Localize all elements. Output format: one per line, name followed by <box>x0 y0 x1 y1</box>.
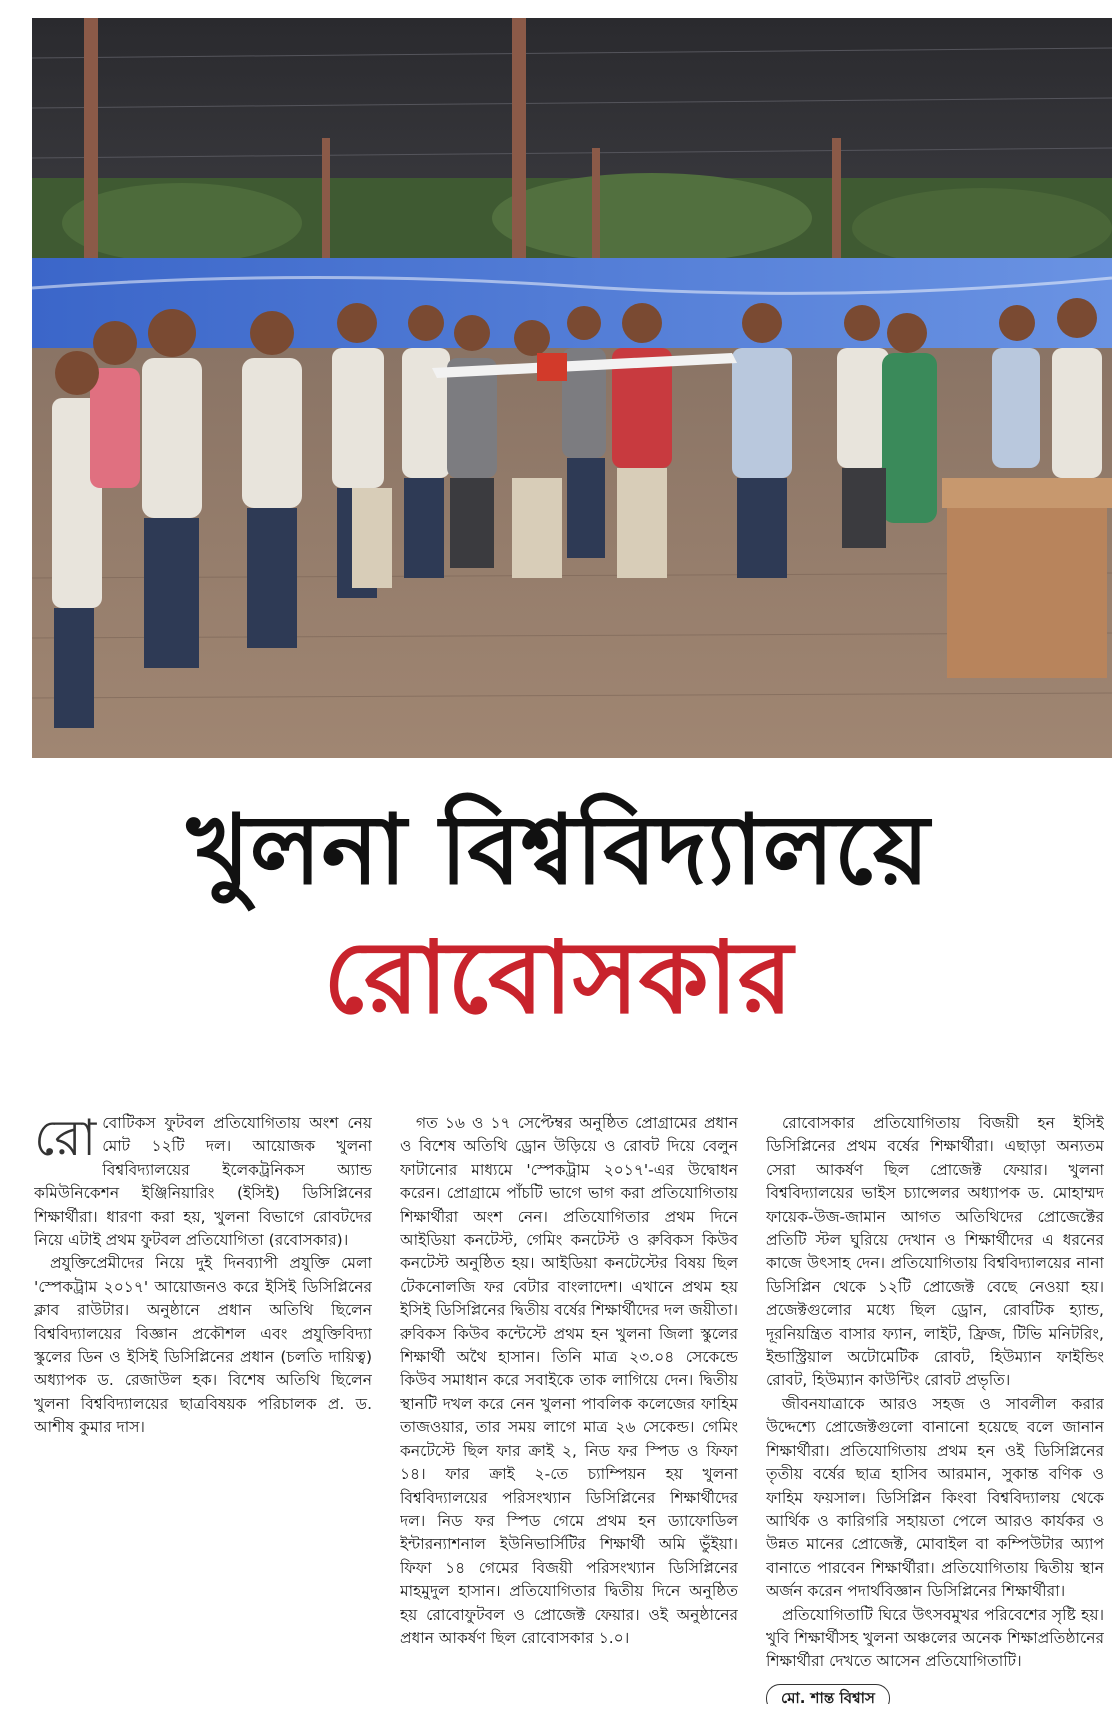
event-photo-illustration <box>32 18 1112 758</box>
article-paragraph-6: প্রতিযোগিতাটি ঘিরে উৎসবমুখর পরিবেশের সৃষ্টি হয়। খুবি শিক্ষার্থীসহ খুলনা অঞ্চলের অনেক শিক্ষাপ্রতিষ্ঠানের শিক্ষার্থীরা দেখতে আসেন প্রতিযোগিতাটি। <box>766 1605 1104 1671</box>
article-paragraph-2: প্রযুক্তিপ্রেমীদের নিয়ে দুই দিনব্যাপী প্রযুক্তি মেলা 'স্পেকট্রাম ২০১৭' আয়োজনও করে ইসিই ডিসিপ্লিনের ক্লাব রাউটার। অনুষ্ঠানে প্রধান অতিথি ছিলেন বিশ্ববিদ্যালয়ের বিজ্ঞান প্রকৌশল এবং প্রযুক্তিবিদ্যা স্কুলের ডিন ও ইসিই ডিসিপ্লিনের প্রধান (চলতি দায়িত্ব) অধ্যাপক ড. রেজাউল হক। বিশেষ অতিথি ছিলেন খুলনা বিশ্ববিদ্যালয়ের ছাত্রবিষয়ক পরিচালক প্র. ড. আশীষ কুমার দাস। <box>34 1254 372 1437</box>
headline-line-2: রোবোসকার <box>323 918 793 1036</box>
article-column-3 <box>766 1112 1104 1704</box>
article-photo <box>32 18 1112 758</box>
article-paragraph-5: জীবনযাত্রাকে আরও সহজ ও সাবলীল করার উদ্দেশ্যে প্রোজেক্টগুলো বানানো হয়েছে বলে জানান শিক্ষার্থীরা। প্রতিযোগিতায় প্রথম হন ওই ডিসিপ্লিনের তৃতীয় বর্ষের ছাত্র হাসিব আরমান, সুকান্ত বণিক ও ফাহিম ফয়সাল। ডিসিপ্লিন কিংবা বিশ্ববিদ্যালয় থেকে আর্থিক ও কারিগরি সহায়তা পেলে আরও কার্যকর ও উন্নত মানের প্রোজেক্ট, মোবাইল বা কম্পিউটার অ্যাপ বানাতে পারবেন শিক্ষার্থীরা। প্রতিযোগিতায় দ্বিতীয় স্থান অর্জন করেন পদার্থবিজ্ঞান ডিসিপ্লিনের শিক্ষার্থীরা। <box>766 1394 1104 1601</box>
article-paragraph-4: রোবোসকার প্রতিযোগিতায় বিজয়ী হন ইসিই ডিসিপ্লিনের প্রথম বর্ষের শিক্ষার্থীরা। এছাড়া অন্যতম সেরা আকর্ষণ ছিল প্রোজেক্ট ফেয়ার। খুলনা বিশ্ববিদ্যালয়ের ভাইস চ্যান্সেলর অধ্যাপক ড. মোহাম্মদ ফায়েক-উজ-জামান আগত অতিথিদের প্রোজেক্টের প্রতিটি স্টল ঘুরিয়ে দেখান ও শিক্ষার্থীদের এ ধরনের কাজে উৎসাহ দেন। প্রতিযোগিতায় বিশ্ববিদ্যালয়ের নানা ডিসিপ্লিন থেকে ১২টি প্রোজেক্ট বেছে নেওয়া হয়। প্রজেক্টগুলোর মধ্যে ছিল ড্রোন, রোবটিক হ্যান্ড, দূরনিয়ন্ত্রিত বাসার ফ্যান, লাইট, ফ্রিজ, টিভি মনিটরিং, ইন্ডাস্ট্রিয়াল অটোমেটিক রোবট, হিউম্যান ফাইন্ডিং রোবট, হিউম্যান কাউন্টিং রোবট প্রভৃতি। <box>766 1114 1104 1390</box>
headline-line-1: খুলনা বিশ্ববিদ্যালয়ে <box>186 793 930 906</box>
byline: মো. শান্ত বিশ্বাস <box>766 1684 890 1704</box>
drop-cap: রো <box>34 1112 97 1167</box>
article-column-1 <box>34 1112 372 1704</box>
article-paragraph-1: রোবোটিকস ফুটবল প্রতিযোগিতায় অংশ নেয় মোট ১২টি দল। আয়োজক খুলনা বিশ্ববিদ্যালয়ের ইলেকট্রনিকস অ্যান্ড কমিউনিকেশন ইঞ্জিনিয়ারিং (ইসিই) ডিসিপ্লিনের শিক্ষার্থীরা। ধারণা করা হয়, খুলনা বিভাগে রোবটদের নিয়ে এটাই প্রথম ফুটবল প্রতিযোগিতা (রবোসকার)। <box>34 1112 372 1250</box>
article-paragraph-3: গত ১৬ ও ১৭ সেপ্টেম্বর অনুষ্ঠিত প্রোগ্রামের প্রধান ও বিশেষ অতিথি ড্রোন উড়িয়ে ও রোবট দিয়ে বেলুন ফাটানোর মাধ্যমে 'স্পেকট্রাম ২০১৭'-এর উদ্বোধন করেন। প্রোগ্রামে পাঁচটি ভাগে ভাগ করা প্রতিযোগিতায় শিক্ষার্থীরা অংশ নেন। প্রতিযোগিতার প্রথম দিনে আইডিয়া কনটেস্ট, গেমিং কনটেস্ট ও রুবিকস কিউব কনটেস্ট অনুষ্ঠিত হয়। আইডিয়া কনটেস্টের বিষয় ছিল টেকনোলজি ফর বেটার বাংলাদেশ। এখানে প্রথম হয় ইসিই ডিসিপ্লিনের দ্বিতীয় বর্ষের শিক্ষার্থীদের দল জয়ীতা। রুবিকস কিউব কন্টেস্টে প্রথম হন খুলনা জিলা স্কুলের শিক্ষার্থী অথৈ হাসান। তিনি মাত্র ২৩.০৪ সেকেন্ডে কিউব সমাধান করে সবাইকে তাক লাগিয়ে দেন। দ্বিতীয় স্থানটি দখল করে নেন খুলনা পাবলিক কলেজের ফাহিম তাজওয়ার, তার সময় লাগে মাত্র ২৬ সেকেন্ড। গেমিং কনটেস্টে ছিল ফার ক্রাই ২, নিড ফর স্পিড ও ফিফা ১৪। ফার ক্রাই ২-তে চ্যাম্পিয়ন হয় খুলনা বিশ্ববিদ্যালয়ের পরিসংখ্যান ডিসিপ্লিনের শিক্ষার্থীদের দল। নিড ফর স্পিড গেমে প্রথম হন ড্যাফোডিল ইন্টারন্যাশনাল ইউনিভার্সিটির শিক্ষার্থী অমি ভুঁইয়া। ফিফা ১৪ গেমের বিজয়ী পরিসংখ্যান ডিসিপ্লিনের মাহমুদুল হাসান। প্রতিযোগিতার দ্বিতীয় দিনে অনুষ্ঠিত হয় রোবোফুটবল ও প্রোজেক্ট ফেয়ার। ওই অনুষ্ঠানের প্রধান আকর্ষণ ছিল রোবোসকার ১.০। <box>400 1114 738 1647</box>
article-body <box>34 1112 1104 1704</box>
article-column-2 <box>400 1112 738 1704</box>
